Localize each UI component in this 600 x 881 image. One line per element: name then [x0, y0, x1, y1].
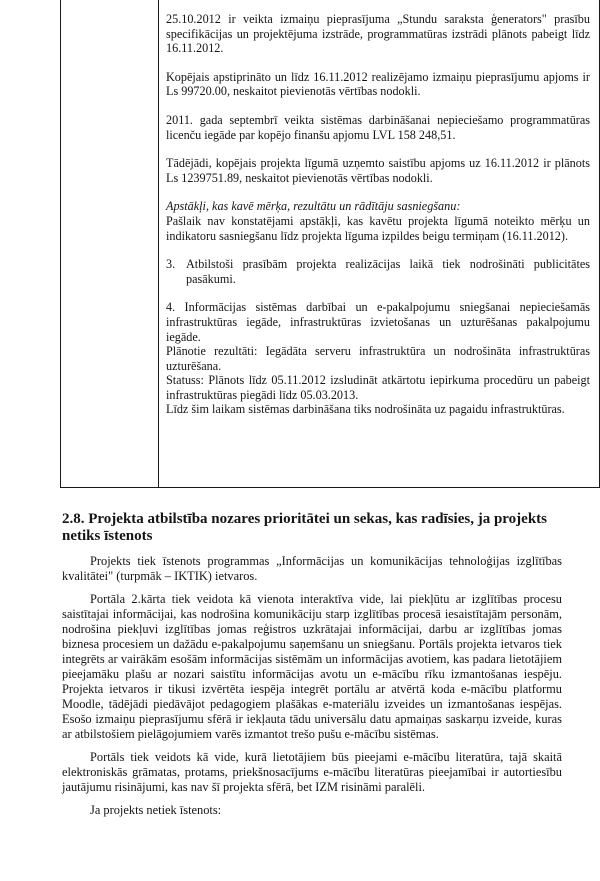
paragraph-portal-literature: Portāls tiek veidots kā vide, kurā lietotājiem būs pieejami e-mācību literatūra, tajā skaitā elektroniskās grāmatas, protams, priekšnosacījums e-mācību literatūras pieejamībai ir autortiesību jautājumu risinājumi, kas nav šī projekta sfērā, bet IZM risināmi paralēli. — [62, 750, 562, 794]
cell-item-3-text: Atbilstoši prasībām projekta realizācijas laikā tiek nodrošināti publicitātes pasākumi. — [186, 257, 590, 286]
section-title: 2.8. Projekta atbilstība nozares prioritātei un sekas, kas radīsies, ja projekts netiks īstenots — [62, 511, 548, 544]
cell-paragraph-license-purchase: 2011. gada septembrī veikta sistēmas darbināšanai nepieciešamo programmatūras licenču iegāde par kopējo finanšu apjomu LVL 158 248,51. — [166, 112, 590, 142]
table-border-left — [60, 0, 61, 488]
cell-item-4-note: Līdz šim laikam sistēmas darbināšana tiks nodrošināta uz pagaidu infrastruktūras. — [166, 402, 565, 417]
table-cell-content — [166, 12, 590, 417]
cell-item-4-results: Plānotie rezultāti: Iegādāta serveru infrastruktūra un nodrošināta infrastruktūras uzturēšana. — [166, 344, 590, 373]
paragraph-portal-stage-2: Portāla 2.kārta tiek veidota kā vienota interaktīva vide, lai piekļūtu ar izglītības procesu saistītajai informācijai, kas nodrošina komunikāciju starp izglītības procesā iesaistītajām personām, nodrošina piekļuvi izglītības jomas reģistros uzkrātajai informācijai, darbu ar izglītības jomas biznesa procesiem un dažādu e-pakalpojumu saņemšanu un sniegšanu. Portāls projekta ietvaros tiek integrēts ar vairākām esošām informācijas sistēmām un informācijas avotiem, kas padara lietotājiem pieejamāku plašu ar nozari saistītu informācijas avotu un e-mācību rīku izmantošanas iespēju. Projekta ietvaros ir tikusi izvērtēta iespēja integrēt portālu ar atvērtā koda e-mācību platformu Moodle, tādējādi piedāvājot pedagogiem plašākas e-materiālu izveides un izmantošanas iespējas. Esošo izmaiņu pieprasījumu sfērā ir iekļauta tādu universālu datu apmaiņas saskarņu izveide, kuras ar atbilstošiem pielāgojumiem varēs izmantot trešo pušu e-mācību sistēmas. — [62, 592, 562, 741]
paragraph-if-not-implemented: Ja projekts netiek īstenots: — [90, 803, 222, 817]
cell-paragraph-schedule-generator: 25.10.2012 ir veikta izmaiņu pieprasījuma „Stundu saraksta ģenerators" prasību specifikācijas un projektējuma izstrāde, programmatūras izstrādi plānots pabeigt līdz 16.11.2012. — [166, 12, 590, 56]
table-column-divider — [158, 0, 159, 488]
cell-paragraph-change-requests-total: Kopējais apstiprināto un līdz 16.11.2012 realizējamo izmaiņu pieprasījumu apjoms ir Ls 99720.00, neskaitot pievienotās vērtības nodokli. — [166, 69, 590, 99]
cell-item-3-number: 3. — [166, 257, 176, 272]
cell-item-4-text: 4. Informācijas sistēmas darbībai un e-pakalpojumu sniegšanai nepieciešamās infrastruktūras iegāde, infrastruktūras izvietošanas un uzturēšanas pakalpojumu iegāde. — [166, 300, 590, 344]
cell-item-4-status: Statuss: Plānots līdz 05.11.2012 izsludināt atkārtotu iepirkuma procedūru un pabeigt infrastruktūras piegādi līdz 05.03.2013. — [166, 373, 590, 402]
table-border-bottom — [60, 487, 600, 488]
cell-paragraph-obstacles: Pašlaik nav konstatējami apstākļi, kas kavētu projekta līgumā noteikto mērķu un indikatoru sasniegšanu līdz projekta līguma izpildes beigu termiņam (16.11.2012). — [166, 213, 590, 243]
cell-item-3 — [166, 257, 590, 286]
cell-heading-obstacles: Apstākļi, kas kavē mērķa, rezultātu un rādītāju sasniegšanu: — [166, 199, 461, 214]
section-body — [62, 554, 562, 818]
cell-paragraph-total-commitments: Tādējādi, kopējais projekta līgumā uzņemto saistību apjoms uz 16.11.2012 ir plānots Ls 1239751.89, neskaitot pievienotās vērtības nodokli. — [166, 156, 590, 185]
paragraph-program: Projekts tiek īstenots programmas „Informācijas un komunikācijas tehnoloģijas izglītības kvalitātei" (turpmāk – IKTIK) ietvaros. — [62, 554, 562, 583]
